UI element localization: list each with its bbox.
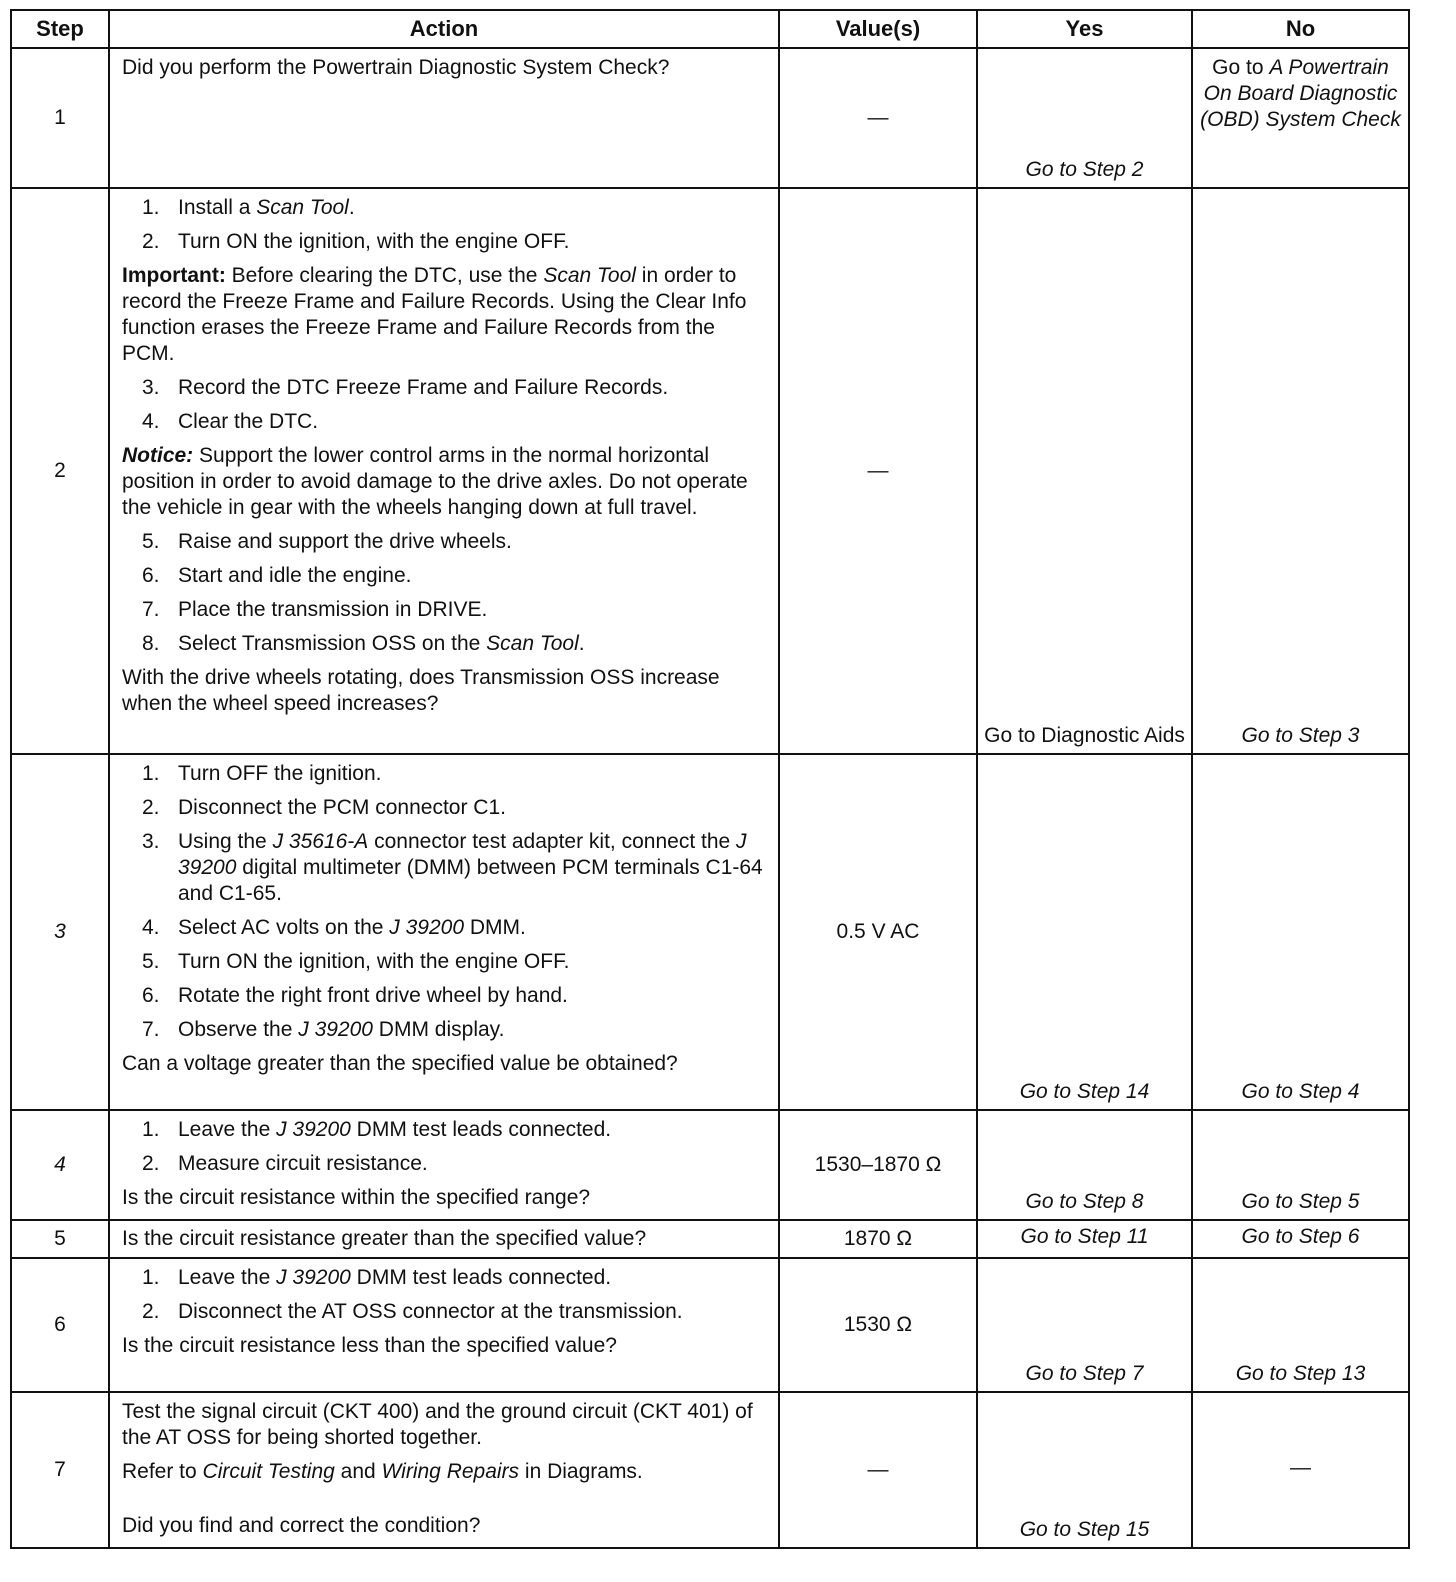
list-item: 1. Install a Scan Tool. xyxy=(142,196,355,219)
list-item: 1. Leave the J 39200 DMM test leads connected. xyxy=(142,1266,612,1289)
header-values: Value(s) xyxy=(779,10,977,48)
yes-cell: Go to Diagnostic Aids xyxy=(977,188,1192,754)
action-cell xyxy=(109,1258,779,1392)
list-item: 6. Start and idle the engine. xyxy=(142,564,412,587)
table-row xyxy=(11,1220,1409,1258)
list-item: 5. Raise and support the drive wheels. xyxy=(142,530,512,553)
no-cell: Go to Step 6 xyxy=(1192,1220,1409,1258)
list-item: 1. Turn OFF the ignition. xyxy=(142,762,382,785)
list-item: 3. Using the J 35616-A connector test adapter kit, connect the J 39200 digital multimeter (DMM) between PCM terminals C1-64 and C1-65. xyxy=(142,830,763,905)
question-text: Is the circuit resistance greater than the specified value? xyxy=(122,1227,647,1250)
header-yes: Yes xyxy=(977,10,1192,48)
no-cell: Go to Step 13 xyxy=(1192,1258,1409,1392)
table-row xyxy=(11,1392,1409,1548)
no-cell: Go to Step 4 xyxy=(1192,754,1409,1110)
step-number: 3 xyxy=(11,754,109,1110)
list-item: 1. Leave the J 39200 DMM test leads connected. xyxy=(142,1118,612,1141)
header-row xyxy=(11,10,1409,48)
action-cell xyxy=(109,48,779,188)
action-cell xyxy=(109,1392,779,1548)
list-item: 5. Turn ON the ignition, with the engine OFF. xyxy=(142,950,570,973)
value-cell: 1870 Ω xyxy=(779,1220,977,1258)
value-cell: 1530 Ω xyxy=(779,1258,977,1392)
value-cell: — xyxy=(779,188,977,754)
action-paragraph: Test the signal circuit (CKT 400) and the ground circuit (CKT 401) of the AT OSS for being shorted together. xyxy=(122,1400,753,1449)
header-step: Step xyxy=(11,10,109,48)
list-item: 2. Disconnect the PCM connector C1. xyxy=(142,796,506,819)
question-text: Is the circuit resistance within the specified range? xyxy=(122,1186,591,1209)
step-number: 7 xyxy=(11,1392,109,1548)
list-item: 4. Clear the DTC. xyxy=(142,410,319,433)
yes-cell: Go to Step 14 xyxy=(977,754,1192,1110)
yes-cell: Go to Step 15 xyxy=(977,1392,1192,1548)
table-row xyxy=(11,754,1409,1110)
yes-cell: Go to Step 11 xyxy=(977,1220,1192,1258)
list-item: 2. Measure circuit resistance. xyxy=(142,1152,428,1175)
value-cell: — xyxy=(779,1392,977,1548)
table-row xyxy=(11,188,1409,754)
list-item: 2. Disconnect the AT OSS connector at the transmission. xyxy=(142,1300,683,1323)
step-number: 5 xyxy=(11,1220,109,1258)
action-cell xyxy=(109,188,779,754)
important-note: Important: Before clearing the DTC, use the Scan Tool in order to record the Freeze Frame and Failure Records. Using the Clear Info function erases the Freeze Frame and Failure Records from the PCM. xyxy=(122,264,747,365)
action-cell xyxy=(109,1110,779,1220)
table-row xyxy=(11,1110,1409,1220)
action-cell xyxy=(109,1220,779,1258)
step-number: 4 xyxy=(11,1110,109,1220)
action-cell xyxy=(109,754,779,1110)
list-item: 7. Place the transmission in DRIVE. xyxy=(142,598,488,621)
list-item: 6. Rotate the right front drive wheel by hand. xyxy=(142,984,568,1007)
notice-note: Notice: Support the lower control arms in the normal horizontal position in order to avoid damage to the drive axles. Do not operate the vehicle in gear with the wheels hanging down at full travel. xyxy=(122,444,748,519)
question-text: With the drive wheels rotating, does Transmission OSS increase when the wheel speed increases? xyxy=(122,666,720,715)
value-cell: — xyxy=(779,48,977,188)
header-action: Action xyxy=(109,10,779,48)
step-number: 2 xyxy=(11,188,109,754)
list-item: 7. Observe the J 39200 DMM display. xyxy=(142,1018,505,1041)
no-cell: — xyxy=(1192,1392,1409,1548)
yes-cell: Go to Step 8 xyxy=(977,1110,1192,1220)
yes-cell: Go to Step 7 xyxy=(977,1258,1192,1392)
step-number: 6 xyxy=(11,1258,109,1392)
list-item: 2. Turn ON the ignition, with the engine OFF. xyxy=(142,230,570,253)
question-text: Is the circuit resistance less than the specified value? xyxy=(122,1334,617,1357)
value-cell: 1530–1870 Ω xyxy=(779,1110,977,1220)
question-text: Can a voltage greater than the specified value be obtained? xyxy=(122,1052,678,1075)
no-cell: Go to Step 3 xyxy=(1192,188,1409,754)
table-row xyxy=(11,1258,1409,1392)
question-text: Did you perform the Powertrain Diagnostic System Check? xyxy=(122,56,670,79)
table-row xyxy=(11,48,1409,188)
step-number: 1 xyxy=(11,48,109,188)
reference-paragraph: Refer to Circuit Testing and Wiring Repairs in Diagrams. xyxy=(122,1460,643,1483)
diagnostic-table xyxy=(10,9,1410,1549)
list-item: 3. Record the DTC Freeze Frame and Failure Records. xyxy=(142,376,669,399)
no-cell: Go to Step 5 xyxy=(1192,1110,1409,1220)
yes-cell: Go to Step 2 xyxy=(977,48,1192,188)
list-item: 8. Select Transmission OSS on the Scan Tool. xyxy=(142,632,585,655)
value-cell: 0.5 V AC xyxy=(779,754,977,1110)
no-cell: Go to A Powertrain On Board Diagnostic (OBD) System Check xyxy=(1192,48,1409,188)
header-no: No xyxy=(1192,10,1409,48)
question-text: Did you find and correct the condition? xyxy=(122,1514,481,1537)
list-item: 4. Select AC volts on the J 39200 DMM. xyxy=(142,916,526,939)
